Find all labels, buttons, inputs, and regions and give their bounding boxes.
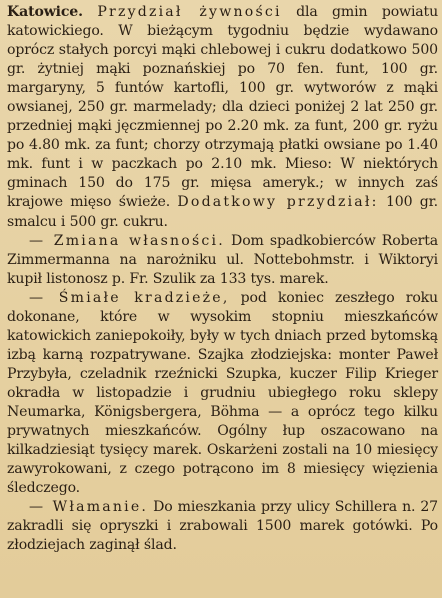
news-column [7, 3, 438, 555]
extra-body: 100 gr. smalcu i 500 gr. cukru. [7, 194, 438, 230]
food-heading: Przydział żywności [97, 4, 282, 20]
burglary-heading: — Włamanie. [29, 499, 149, 516]
ownership-body: Dom spadkobierców Roberta Zimmermanna na narożniku ul. Nottebohmstr. i Wiktoryi kupił listonosz p. Fr. Szulik za 133 tys. marek. [7, 232, 438, 287]
thefts-heading: — Śmiałe kradzieże, [29, 289, 230, 306]
food-body: dla gmin powiatu katowickiego. W bieżącym tygodniu będzie wydawano oprócz stałych porcyi mąki chlebowej i cukru dodatkowo 500 gr. żytniej mąki poznańskiej po 70 fen. funt, 100 gr. margaryny, 5 funtów kartofli, 100 gr. wytworów z mąki owsianej, 250 gr. marmelady; dla dzieci poniżej 2 lat 250 gr. przedniej mąki jęczmiennej po 2.20 mk. za funt, 200 gr. ryżu po 4.80 mk. za funt; chorzy otrzymają płatki owsiane po 1.40 mk. funt i w paczkach po 2.10 mk. Mieso: W niektórych gminach 150 do 175 gr. mięsa ameryk.; w innych zaś krajowe mięso świeże. [7, 4, 438, 211]
place-name: Katowice. [7, 4, 83, 20]
burglary-body: Do mieszkania przy ulicy Schillera n. 27 zakradli się opryszki i zrabowali 1500 marek gotówki. Po złodziejach zaginął ślad. [7, 499, 438, 554]
thefts-paragraph [7, 289, 438, 499]
extra-heading: Dodatkowy przydział: [177, 194, 379, 211]
ownership-heading: — Zmiana własności. [29, 232, 225, 249]
thefts-body: pod koniec zeszłego roku dokonane, które w wysokim stopniu mieszkańców katowickich zaniepokoiły, były w tych dniach przed bytomską izbą karną rozpatrywane. Szajka złodziejska: monter Paweł Przybyła, czeladnik rzeźnicki Szupka, kuczer Filip Krieger okradła w listopadzie i grudniu ubiegłego roku sklepy Neumarka, Königsbergera, Böhma — a oprócz tego kilku prywatnych mieszkańców. Ogólny łup oszacowano na kilkadziesiąt tysięcy marek. Oskarżeni zostali na 10 miesięcy zawyrokowani, z czego potrącono im 8 miesięcy więzienia śledczego. [7, 289, 438, 497]
burglary-paragraph [7, 498, 438, 555]
ownership-paragraph [7, 232, 438, 289]
food-rationing-paragraph [7, 3, 438, 232]
